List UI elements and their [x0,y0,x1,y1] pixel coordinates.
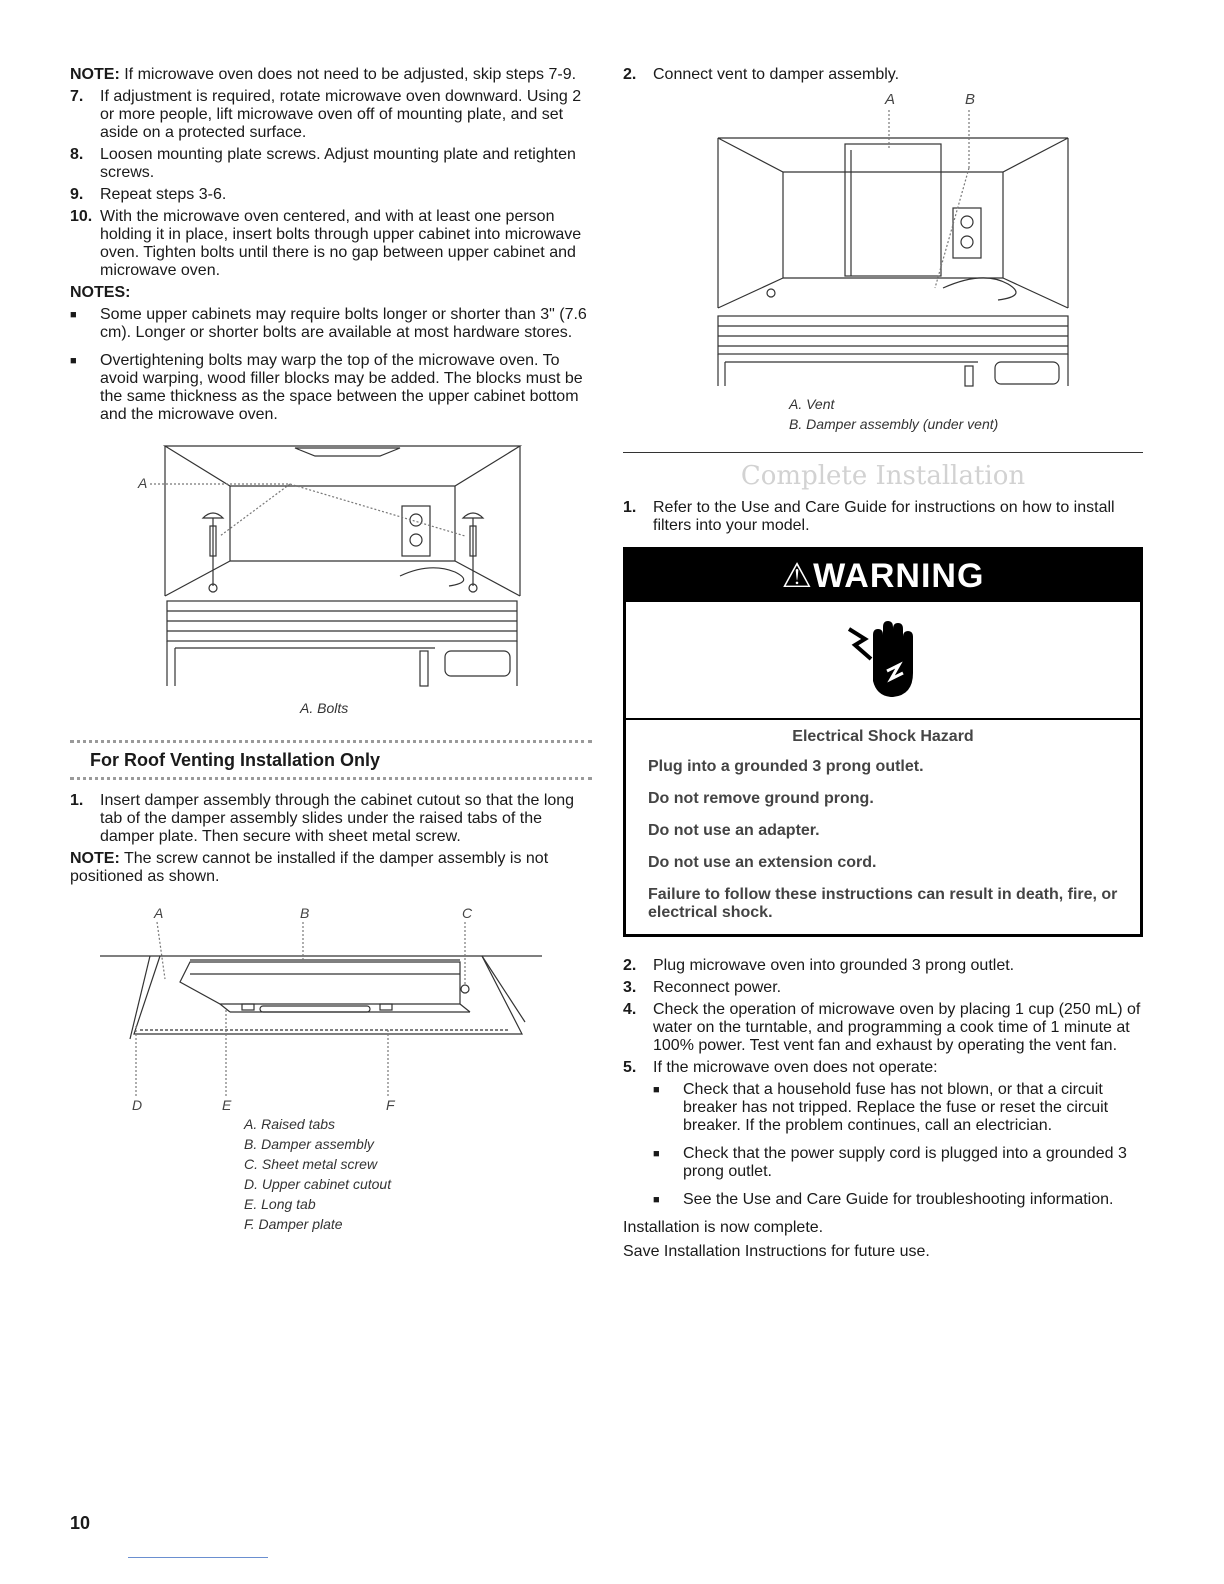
step-9: 9. Repeat steps 3-6. [70,186,227,203]
fig2-label-a: A [154,905,164,921]
bullet-square-icon: ■ [70,309,77,321]
fig3-label-a: A [885,91,896,108]
right-column [623,66,1143,1265]
bolts-figure [70,436,592,716]
note-overtightening: ■ Overtightening bolts may warp the top of the microwave oven. To avoid warping, wood filler blocks may be added. The blocks must be the same thickness as the space between the upper cabinet bottom and the microwave oven. [70,352,583,423]
hazard-title: Electrical Shock Hazard [792,728,974,745]
complete-step-3: 3. Reconnect power. [623,979,782,996]
troubleshoot-guide: ■ See the Use and Care Guide for troubleshooting information. [653,1191,1114,1208]
complete-step-5: 5. If the microwave oven does not operate: [623,1059,938,1076]
warning-line-5: Failure to follow these instructions can result in death, fire, or electrical shock. [648,886,1118,921]
caption-damper-assembly: B. Damper assembly [244,1136,374,1152]
fig1-label-a: A [138,475,148,491]
warning-line-3: Do not use an adapter. [648,822,820,839]
troubleshoot-list [653,1081,1143,1209]
caption-long-tab: E. Long tab [244,1196,316,1212]
fig3-captions [789,394,998,434]
step-7: 7. If adjustment is required, rotate microwave oven downward. Using 2 or more people, lift microwave oven off of mounting plate, and set aside on a protected surface. [70,88,582,141]
electric-shock-hand-icon [843,615,923,705]
warning-line-2: Do not remove ground prong. [648,790,874,807]
troubleshoot-cord: ■ Check that the power supply cord is plugged into a grounded 3 prong outlet. [653,1145,1127,1180]
complete-step-1: 1. Refer to the Use and Care Guide for instructions on how to install filters into your model. [623,499,1115,534]
damper-illustration [70,904,592,1114]
fig1-caption: A. Bolts [300,700,349,716]
warning-text [626,720,1140,934]
fig2-captions [244,1114,391,1234]
fig2-label-f: F [386,1097,395,1113]
complete-step-4: 4. Check the operation of microwave oven by placing 1 cup (250 mL) of water on the turntable, and programming a cook time of 1 minute at 100% power. Test vent fan and exhaust by operating the vent fan. [623,1001,1141,1054]
bullet-square-icon: ■ [653,1084,660,1096]
connect-vent-step: 2. Connect vent to damper assembly. [623,66,900,83]
fig2-label-d: D [132,1097,143,1113]
notes-heading: NOTES: [70,284,131,301]
fig2-label-c: C [462,905,473,921]
caption-damper-plate: F. Damper plate [244,1216,343,1232]
caption-sheet-metal-screw: C. Sheet metal screw [244,1156,378,1172]
caption-damper-under-vent: B. Damper assembly (under vent) [789,416,999,432]
warning-line-4: Do not use an extension cord. [648,854,877,871]
vent-figure [623,88,1143,438]
caption-upper-cabinet-cutout: D. Upper cabinet cutout [244,1176,392,1192]
fig3-label-b: B [965,91,976,108]
warning-line-1: Plug into a grounded 3 prong outlet. [648,758,924,775]
page-number: 10 [70,1513,91,1533]
caption-vent: A. Vent [789,396,835,412]
step-10: 10. With the microwave oven centered, and with at least one person holding it in place, insert bolts through upper cabinet into microwave oven. Tighten bolts until there is no gap between upper cabinet and microwave oven. [70,208,582,279]
note-bolt-length: ■ Some upper cabinets may require bolts longer or shorter than 3" (7.6 cm). Longer or shorter bolts are available at most hardware stores. [70,306,587,341]
roof-venting-heading: For Roof Venting Installation Only [70,740,592,780]
warning-box [623,547,1143,937]
left-column [70,66,592,1244]
step-8: 8. Loosen mounting plate screws. Adjust mounting plate and retighten screws. [70,146,576,181]
note-adjust: NOTE: If microwave oven does not need to be adjusted, skip steps 7-9. [70,66,577,83]
closing-complete: Installation is now complete. [623,1219,824,1236]
bolts-illustration [70,436,592,692]
section-divider [623,452,1143,453]
note-screw: NOTE: The screw cannot be installed if the damper assembly is not positioned as shown. [70,850,549,885]
troubleshoot-fuse: ■ Check that a household fuse has not blown, or that a circuit breaker has not tripped. Replace the fuse or reset the circuit breaker. If the problem continues, call an electrician. [653,1081,1109,1134]
bottom-rule [128,1557,268,1558]
bullet-square-icon: ■ [653,1194,660,1206]
complete-installation-title: Complete Installation [740,461,1026,491]
fig2-label-b: B [300,905,310,921]
bullet-square-icon: ■ [653,1148,660,1160]
closing-save: Save Installation Instructions for future use. [623,1243,930,1260]
complete-step-2: 2. Plug microwave oven into grounded 3 prong outlet. [623,957,1015,974]
caption-raised-tabs: A. Raised tabs [244,1116,336,1132]
vent-illustration [623,88,1143,388]
fig2-label-e: E [222,1097,232,1113]
roof-step-1: 1. Insert damper assembly through the cabinet cutout so that the long tab of the damper assembly slides under the raised tabs of the damper plate. Then secure with sheet metal screw. [70,792,575,845]
warning-icon-area [626,602,1140,720]
bullet-square-icon: ■ [70,355,77,367]
damper-figure [70,904,592,1244]
warning-banner: ⚠WARNING [626,550,1140,602]
